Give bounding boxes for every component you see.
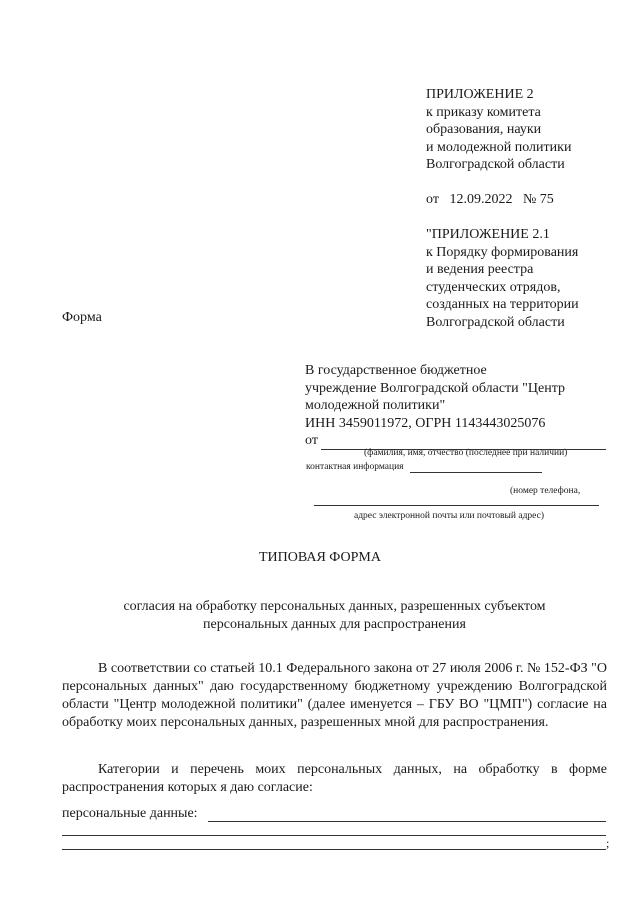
appendix-line: и молодежной политики — [426, 139, 572, 155]
sub-appendix-line: Волгоградской области — [426, 314, 565, 330]
addressee-line: В государственное бюджетное — [305, 363, 487, 378]
subtitle-line-1: согласия на обработку персональных данных, разрешенных субъектом — [123, 599, 546, 614]
email-hint: адрес электронной почты или почтовый адрес) — [354, 511, 545, 521]
addressee-line: учреждение Волгоградской области "Центр — [305, 380, 565, 396]
appendix-line: Волгоградской области — [426, 157, 565, 172]
order-date-line — [426, 191, 626, 209]
addressee-line: молодежной политики" — [305, 398, 446, 413]
document-subtitle — [62, 598, 607, 633]
appendix-line: к приказу комитета — [426, 104, 541, 120]
sub-appendix-line: созданных на территории — [426, 297, 579, 312]
phone-hint: (номер телефона, — [510, 486, 581, 496]
form-label: Форма — [62, 310, 102, 325]
sub-appendix-line: и ведения реестра — [426, 262, 534, 277]
personal-data-label: персональные данные: — [62, 806, 198, 821]
personal-data-field-2[interactable] — [62, 835, 606, 836]
categories-paragraph: Категории и перечень моих персональных данных, на обработку в форме распространения которых я даю согласие: — [62, 762, 607, 795]
addressee-line: ИНН 3459011972, ОГРН 1143443025076 — [305, 415, 546, 431]
order-number: № 75 — [522, 192, 554, 207]
sub-appendix-line: к Порядку формирования — [426, 244, 579, 260]
date-prefix: от — [426, 192, 439, 207]
consent-paragraph: В соответствии со статьей 10.1 Федерального закона от 27 июля 2006 г. № 152-ФЗ "О персональных данных" даю государственному бюджетному учреждению Волгоградской области "Центр молодежной политики" (далее именуется – ГБУ ВО "ЦМП") согласие на обработку моих персональных данных, разрешенных мной для распространения. — [62, 661, 607, 730]
appendix-line: образования, науки — [426, 122, 542, 137]
contact-label: контактная информация — [306, 462, 404, 472]
fio-hint: (фамилия, имя, отчество (последнее при наличии) — [364, 448, 568, 458]
appendix-block — [426, 86, 626, 331]
line-end-mark: ; — [606, 836, 610, 850]
contact-field[interactable] — [410, 462, 542, 473]
contact-line — [306, 461, 542, 473]
sub-appendix-line: "ПРИЛОЖЕНИЕ 2.1 — [426, 227, 550, 242]
appendix-line: ПРИЛОЖЕНИЕ 2 — [426, 87, 534, 102]
personal-data-field-3[interactable] — [62, 849, 606, 850]
from-label: от — [305, 433, 318, 448]
document-title: ТИПОВАЯ ФОРМА — [259, 550, 381, 565]
contact-second-line[interactable] — [314, 505, 599, 506]
order-date: 12.09.2022 — [449, 192, 513, 207]
personal-data-field[interactable] — [208, 821, 606, 822]
sub-appendix-line: студенческих отрядов, — [426, 279, 561, 295]
subtitle-line-2: персональных данных для распространения — [203, 616, 466, 632]
personal-data-row — [62, 806, 198, 822]
addressee-block — [305, 362, 615, 450]
